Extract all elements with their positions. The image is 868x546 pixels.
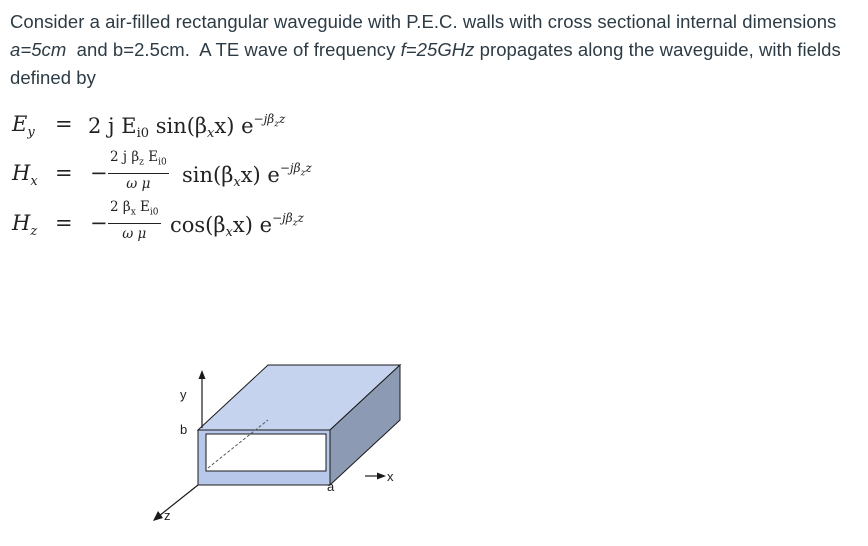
waveguide-opening <box>206 434 326 471</box>
fraction <box>108 199 161 243</box>
dimension-b-text: and b=2.5cm. A TE wave of frequency <box>66 39 401 60</box>
minus-sign: − <box>90 161 108 185</box>
dimension-a: a=5cm <box>10 39 67 60</box>
frequency: f=25GHz <box>400 39 475 60</box>
minus-sign: − <box>90 211 108 235</box>
label-y: y <box>180 387 187 402</box>
denominator: ω μ <box>122 225 147 242</box>
propagation-text: propagates along the waveguide, with fields <box>474 39 841 60</box>
equation-lhs: $E_y$ <box>12 112 35 140</box>
fraction-bar <box>108 223 161 224</box>
z-axis-arrow-icon <box>153 511 163 521</box>
problem-line-3: defined by <box>10 67 96 88</box>
equation-lhs: $H_z$ <box>12 211 38 239</box>
label-z: z <box>164 508 171 523</box>
equation-lhs: $H_x$ <box>12 161 38 189</box>
label-x: x <box>387 469 394 484</box>
label-b: b <box>180 422 188 437</box>
fraction-bar <box>108 173 169 174</box>
waveguide-figure <box>140 360 410 530</box>
problem-line-2 <box>10 36 860 64</box>
equation-rhs: 2 j $E_{i0}$ $\sin(\beta_xx)$ $e^{-j\beta_zz}$ <box>88 112 286 141</box>
equation-rhs: $\sin(\beta_xx)$ $e^{-j\beta_zz}$ <box>182 161 312 190</box>
equals-sign: = <box>55 211 73 235</box>
equals-sign: = <box>55 161 73 185</box>
equation-rhs: $\cos(\beta_xx)$ $e^{-j\beta_zz}$ <box>170 211 304 240</box>
problem-line-1: Consider a air-filled rectangular waveguide with P.E.C. walls with cross sectional internal dimensions <box>10 11 837 32</box>
x-axis-arrow-icon <box>377 473 386 480</box>
problem-statement <box>10 8 860 92</box>
fraction <box>108 149 169 193</box>
label-a: a <box>327 479 335 494</box>
numerator: 2 $\beta_x$ $E_{i0}$ <box>110 199 159 218</box>
numerator: 2 j $\beta_z$ $E_{i0}$ <box>110 149 167 168</box>
denominator: ω μ <box>126 175 151 192</box>
equals-sign: = <box>55 112 73 136</box>
y-axis-arrow-icon <box>199 370 206 379</box>
